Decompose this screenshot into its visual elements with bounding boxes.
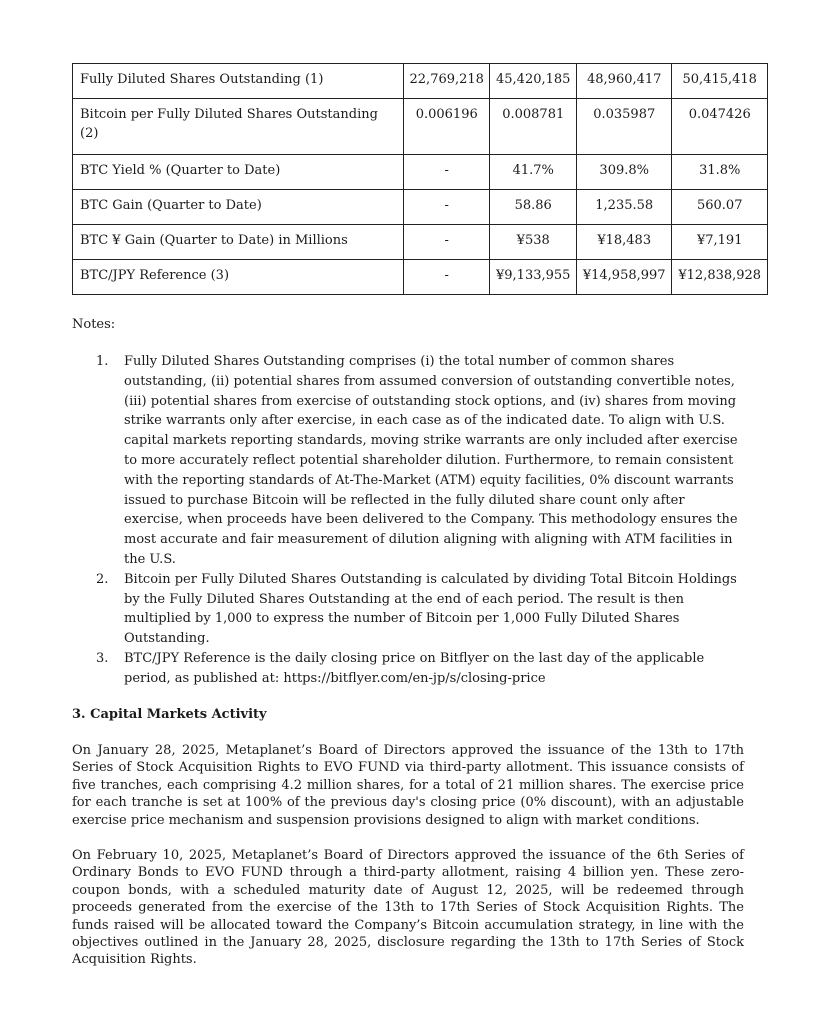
table-cell: 309.8% (576, 155, 672, 190)
table-cell: - (404, 190, 490, 225)
paragraph: On February 10, 2025, Metaplanet’s Board of Directors approved the issuance of the 6th Series of Ordinary Bonds to EVO FUND through a third-party allotment, raising 4 billion yen. These zero-coupon bonds, with a scheduled maturity date of August 12, 2025, will be redeemed through proceeds generated from the exercise of the 13th to 17th Series of Stock Acquisition Rights. The funds raised will be allocated toward the Company’s Bitcoin accumulation strategy, in line with the objectives outlined in the January 28, 2025, disclosure regarding the 13th to 17th Series of Stock Acquisition Rights. (72, 848, 744, 968)
table-cell: 22,769,218 (404, 64, 490, 99)
table-row (73, 260, 768, 295)
table-cell: ¥12,838,928 (672, 260, 768, 295)
row-label: BTC Gain (Quarter to Date) (73, 190, 404, 225)
note-number: 2. (96, 571, 109, 587)
table-row (73, 155, 768, 190)
table-cell: 48,960,417 (576, 64, 672, 99)
table-cell: ¥9,133,955 (490, 260, 576, 295)
table-cell: - (404, 225, 490, 260)
section-heading: 3. Capital Markets Activity (72, 707, 267, 722)
table-row (73, 190, 768, 225)
note-number: 3. (96, 650, 109, 666)
notes-list (96, 352, 744, 689)
table-cell: - (404, 260, 490, 295)
note-text: Fully Diluted Shares Outstanding comprises (i) the total number of common shares outstanding, (ii) potential shares from assumed conversion of outstanding convertible notes, (iii) potential shares from exercise of outstanding stock options, and (iv) shares from moving strike warrants only after exercise, in each case as of the indicated date. To align with U.S. capital markets reporting standards, moving strike warrants are only included after exercise to more accurately reflect potential shareholder dilution. Furthermore, to remain consistent with the reporting standards of At-The-Market (ATM) equity facilities, 0% discount warrants issued to purchase Bitcoin will be reflected in the fully diluted share count only after exercise, when proceeds have been delivered to the Company. This methodology ensures the most accurate and fair measurement of dilution aligning with aligning with ATM facilities in the U.S. (124, 354, 738, 567)
table-cell: ¥18,483 (576, 225, 672, 260)
row-label: Bitcoin per Fully Diluted Shares Outstanding (2) (73, 99, 404, 155)
table-cell: 41.7% (490, 155, 576, 190)
table-cell: ¥7,191 (672, 225, 768, 260)
table-row (73, 99, 768, 155)
table-row (73, 64, 768, 99)
table-cell: 0.047426 (672, 99, 768, 155)
list-item (96, 649, 744, 689)
table-cell: 0.006196 (404, 99, 490, 155)
list-item (96, 352, 744, 570)
note-number: 1. (96, 354, 109, 369)
row-label: BTC Yield % (Quarter to Date) (73, 155, 404, 190)
table-cell: 45,420,185 (490, 64, 576, 99)
table-cell: 560.07 (672, 190, 768, 225)
paragraph: On January 28, 2025, Metaplanet’s Board of Directors approved the issuance of the 13th to 17th Series of Stock Acquisition Rights to EVO FUND via third-party allotment. This issuance consists of five tranches, each comprising 4.2 million shares, for a total of 21 million shares. The exercise price for each tranche is set at 100% of the previous day's closing price (0% discount), with an adjustable exercise price mechanism and suspension provisions designed to align with market conditions. (72, 743, 744, 828)
table-cell: 0.035987 (576, 99, 672, 155)
table-cell: 31.8% (672, 155, 768, 190)
table-cell: - (404, 155, 490, 190)
row-label: Fully Diluted Shares Outstanding (1) (73, 64, 404, 99)
table-row (73, 225, 768, 260)
metrics-table (72, 63, 768, 295)
table-cell: 50,415,418 (672, 64, 768, 99)
row-label: BTC ¥ Gain (Quarter to Date) in Millions (73, 225, 404, 260)
notes-heading: Notes: (72, 317, 116, 332)
table-cell: 58.86 (490, 190, 576, 225)
table-cell: ¥538 (490, 225, 576, 260)
note-text: BTC/JPY Reference is the daily closing price on Bitflyer on the last day of the applicable period, as published at: https://bitflyer.com/en-jp/s/closing-price (124, 650, 705, 686)
table-cell: ¥14,958,997 (576, 260, 672, 295)
table-cell: 1,235.58 (576, 190, 672, 225)
list-item (96, 570, 744, 649)
table-cell: 0.008781 (490, 99, 576, 155)
row-label: BTC/JPY Reference (3) (73, 260, 404, 295)
note-text: Bitcoin per Fully Diluted Shares Outstanding is calculated by dividing Total Bitcoin Holdings by the Fully Diluted Shares Outstanding at the end of each period. The result is then multiplied by 1,000 to express the number of Bitcoin per 1,000 Fully Diluted Shares Outstanding. (124, 571, 737, 647)
